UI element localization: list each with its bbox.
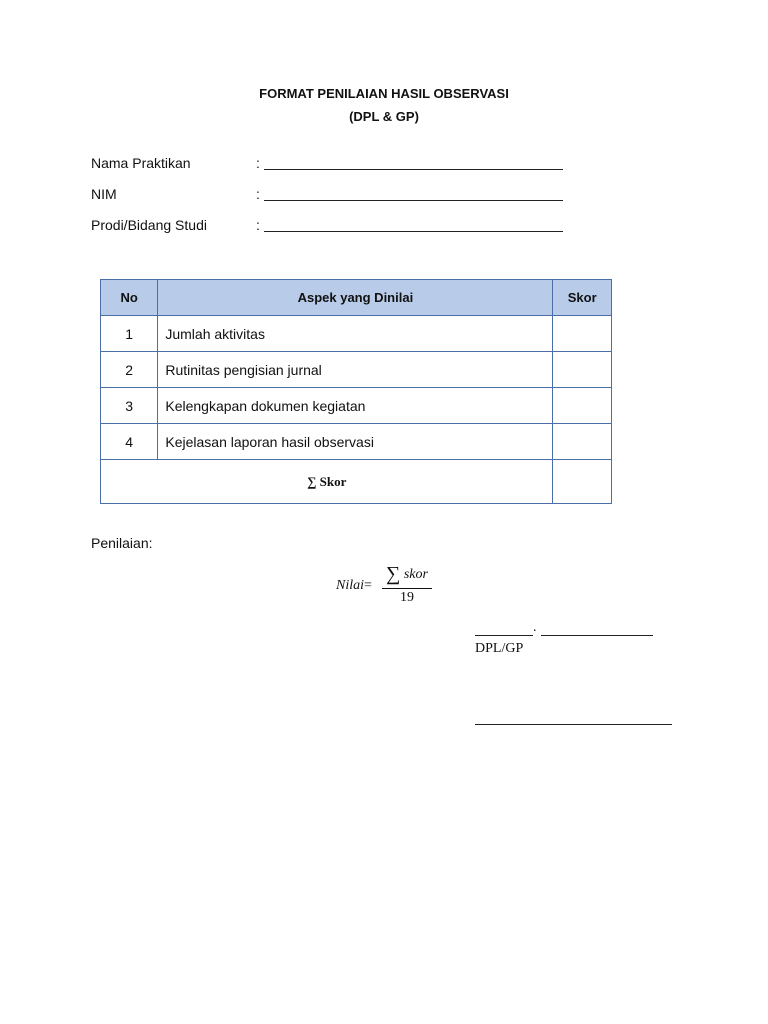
row-number: 2 <box>101 352 158 388</box>
signature-role: DPL/GP <box>475 641 524 656</box>
field-nama-praktikan <box>91 155 571 173</box>
formula-denominator: 19 <box>400 590 414 605</box>
date-blank[interactable] <box>541 622 653 636</box>
row-number: 3 <box>101 388 158 424</box>
row-aspect: Jumlah aktivitas <box>158 316 553 352</box>
signature-line[interactable] <box>475 712 672 725</box>
date-separator: . <box>533 620 537 635</box>
score-cell[interactable] <box>553 316 612 352</box>
row-aspect: Kejelasan laporan hasil observasi <box>158 424 553 460</box>
total-score-label: ∑ Skor <box>101 460 553 504</box>
formula-equals: = <box>364 578 372 593</box>
field-prodi <box>91 217 571 235</box>
total-score-cell[interactable] <box>553 460 612 504</box>
document-title: FORMAT PENILAIAN HASIL OBSERVASI <box>259 86 509 101</box>
document-subtitle: (DPL & GP) <box>349 109 419 124</box>
formula-variable: skor <box>403 567 428 582</box>
formula-lhs-text: Nilai <box>336 578 365 593</box>
assessment-table <box>100 279 612 504</box>
formula-lhs <box>336 578 372 594</box>
table-row <box>101 352 612 388</box>
table-row <box>101 424 612 460</box>
header-aspek: Aspek yang Dinilai <box>158 280 553 316</box>
row-aspect: Kelengkapan dokumen kegiatan <box>158 388 553 424</box>
field-label: Nama Praktikan <box>91 155 191 171</box>
field-label: NIM <box>91 186 117 202</box>
field-colon: : <box>256 186 260 202</box>
score-cell[interactable] <box>553 424 612 460</box>
header-no: No <box>101 280 158 316</box>
formula-numerator <box>382 563 432 589</box>
table-total-row <box>101 460 612 504</box>
field-colon: : <box>256 155 260 171</box>
score-cell[interactable] <box>553 352 612 388</box>
table-row <box>101 388 612 424</box>
field-label: Prodi/Bidang Studi <box>91 217 207 233</box>
fill-in-line[interactable] <box>264 169 563 170</box>
assessment-label: Penilaian: <box>91 535 153 551</box>
place-blank[interactable] <box>475 622 533 636</box>
field-nim <box>91 186 571 204</box>
row-aspect: Rutinitas pengisian jurnal <box>158 352 553 388</box>
row-number: 1 <box>101 316 158 352</box>
field-colon: : <box>256 217 260 233</box>
sigma-symbol: ∑ <box>386 563 401 585</box>
fill-in-line[interactable] <box>264 231 563 232</box>
fill-in-line[interactable] <box>264 200 563 201</box>
table-row <box>101 316 612 352</box>
score-cell[interactable] <box>553 388 612 424</box>
table-header-row <box>101 280 612 316</box>
signature-place-date <box>475 620 653 636</box>
header-skor: Skor <box>553 280 612 316</box>
row-number: 4 <box>101 424 158 460</box>
